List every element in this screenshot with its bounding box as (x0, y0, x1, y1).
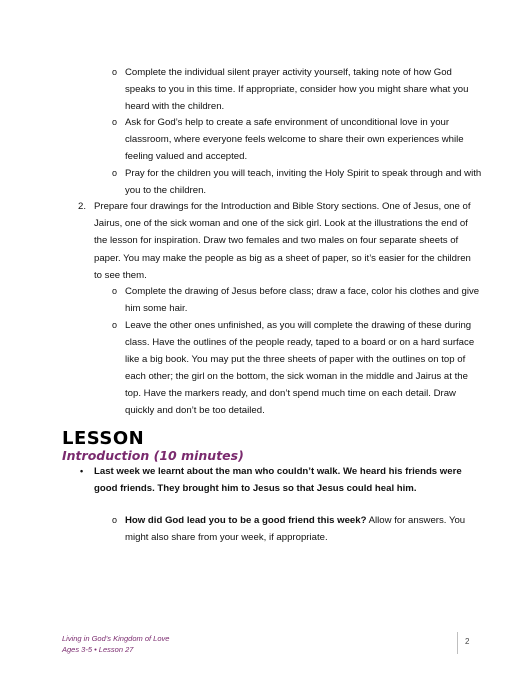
numbered-item (78, 198, 478, 284)
bullet-icon: o (112, 515, 118, 525)
section-heading: LESSON (62, 428, 145, 449)
item-number: 2. (78, 201, 87, 212)
bullet-icon: o (112, 286, 118, 296)
bullet-icon: o (112, 67, 118, 77)
bullet-icon: o (112, 117, 118, 127)
footer-subtitle: Ages 3-5 • Lesson 27 (62, 645, 134, 654)
list-item-text: Leave the other ones unfinished, as you will complete the drawing of these during class. Have the outlines of the people ready, taped to a board or on a hard surface like a big book. You may put the three sheets of paper with the outlines on top of each other; the girl on the bottom, the sick woman in the middle and Jairus at the top. Have the markers ready, and don’t spend much time on each detail. Draw quickly and don’t be too detailed. (125, 320, 475, 416)
bullet-icon: • (80, 466, 84, 476)
list-item-text: Complete the individual silent prayer activity yourself, taking note of how God speaks to you in this time. If appropriate, consider how you might share what you heard with the children. (125, 67, 469, 112)
list-item (112, 114, 482, 165)
bullet-icon: o (112, 320, 118, 330)
list-item (112, 165, 482, 199)
list-item (112, 64, 482, 115)
list-item (112, 283, 482, 317)
question-bold: How did God lead you to be a good friend this week? (125, 515, 367, 526)
numbered-item-text: Prepare four drawings for the Introduction and Bible Story sections. One of Jesus, one of Jairus, one of the sick woman and one of the sick girl. Look at the illustrations the end of the lesson for inspiration. Draw two females and two males on four separate sheets of paper. You may make the people as big as a sheet of paper, so it’s easier for the children to see them. (94, 201, 471, 281)
list-item-text: Ask for God’s help to create a safe environment of unconditional love in your classroom, where everyone feels welcome to share their own experiences while feeling valued and accepted. (125, 117, 464, 162)
list-item-text: Pray for the children you will teach, inviting the Holy Spirit to speak through and with you to the children. (125, 168, 482, 196)
list-item (80, 463, 480, 497)
list-item (112, 512, 482, 546)
footer-title: Living in God’s Kingdom of Love (62, 634, 170, 643)
subsection-heading: Introduction (10 minutes) (62, 448, 244, 463)
list-item-text: Last week we learnt about the man who couldn’t walk. We heard his friends were good friends. They brought him to Jesus so that Jesus could heal him. (94, 466, 462, 494)
bullet-icon: o (112, 168, 118, 178)
question-rest: Allow for answers. You might also share from your week, if appropriate. (125, 515, 466, 543)
question-text (112, 512, 482, 546)
list-item (112, 317, 482, 419)
footer-divider (457, 632, 458, 654)
page-number: 2 (465, 637, 470, 646)
list-item-text: Complete the drawing of Jesus before class; draw a face, color his clothes and give him some hair. (125, 286, 480, 314)
footer (62, 633, 169, 655)
